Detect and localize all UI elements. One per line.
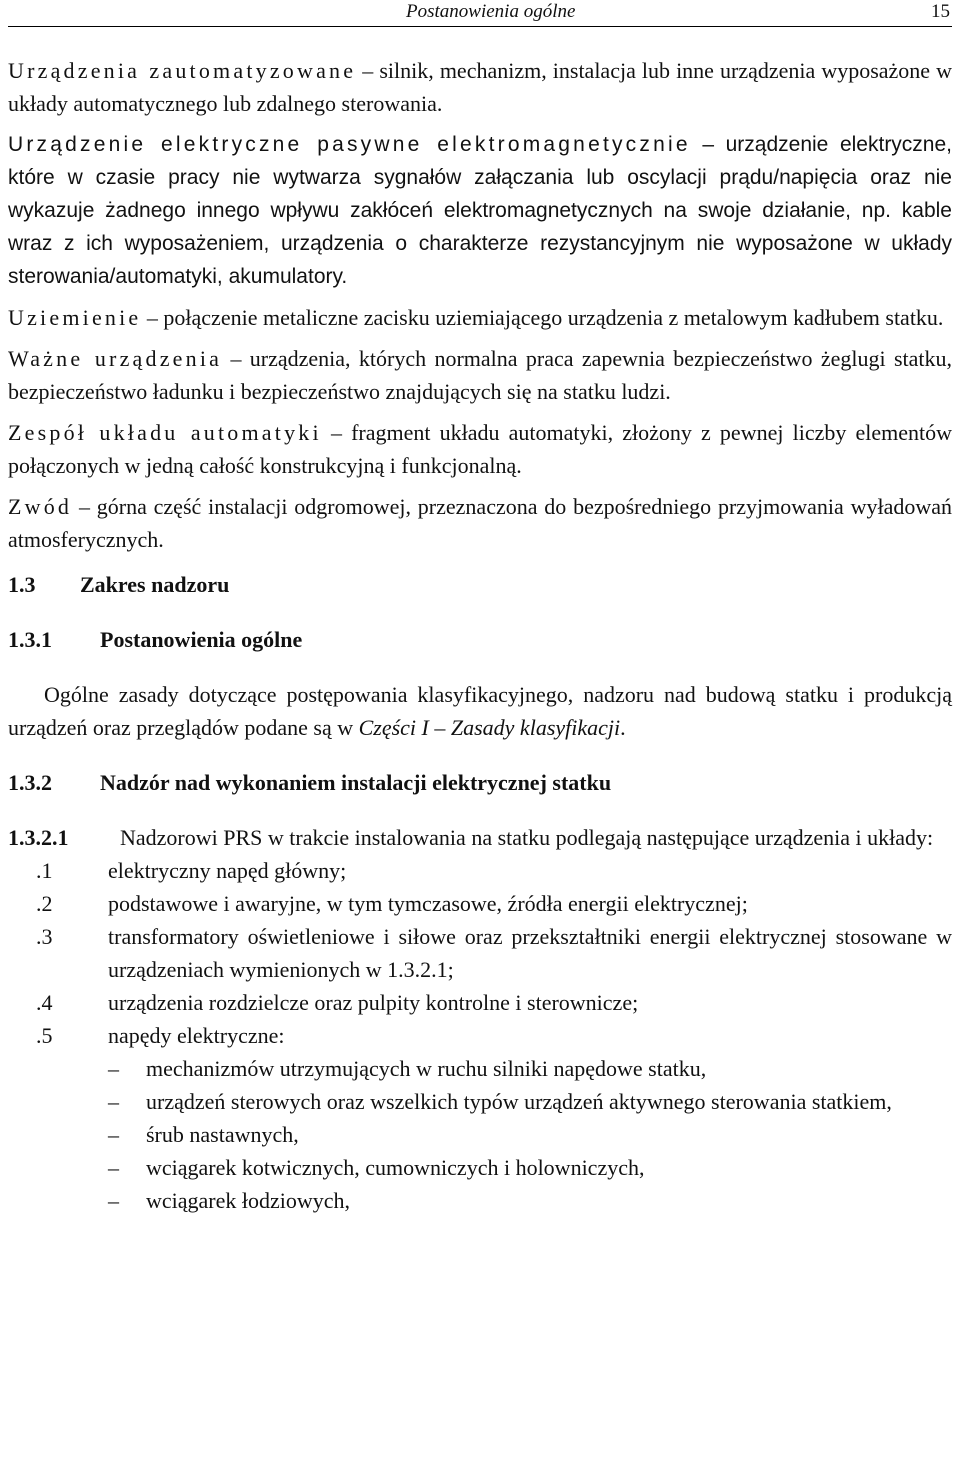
reference-part-1: Części I – Zasady klasyfikacji [358,715,621,740]
page-number: 15 [931,1,950,22]
section-title: Nadzór nad wykonaniem instalacji elektrycznej statku [100,770,612,795]
definition-dash: – [330,420,342,445]
paragraph-text: Ogólne zasady dotyczące postępowania klasyfikacyjnego, nadzoru nad budową statku i produkcją urządzeń oraz przeglądów podane są w [8,682,952,740]
sub-list-item [8,1151,952,1184]
definition-passive-emc-device [8,128,952,293]
header-rule [8,26,952,27]
paragraph-1-3-1 [8,678,952,744]
sub-item-text: wciągarek kotwicznych, cumowniczych i holowniczych, [146,1155,645,1180]
definition-dash: – [230,346,242,371]
sub-item-text: śrub nastawnych, [146,1122,299,1147]
sub-list-item [8,1184,952,1217]
item-text: podstawowe i awaryjne, w tym tymczasowe, źródła energii elektrycznej; [108,891,748,916]
definition-term: Zwód [8,494,73,519]
header-title: Postanowienia ogólne [406,1,576,22]
electric-drives-sublist [8,1052,952,1217]
section-heading-1-3 [8,568,952,601]
sub-list-item [8,1118,952,1151]
definition-text: górna część instalacji odgromowej, przeznaczona do bezpośredniego przyjmowania wyładowań atmosferycznych. [8,494,953,552]
definition-dash: – [362,58,374,83]
sub-item-dash: – [108,1089,119,1114]
definition-essential-devices [8,342,952,408]
list-item [8,854,952,887]
definition-term: Ważne urządzenia [8,346,223,371]
running-header [8,0,952,26]
sub-item-dash: – [108,1188,119,1213]
paragraph-text: Nadzorowi PRS w trakcie instalowania na statku podlegają następujące urządzenia i układy: [120,825,934,850]
sub-item-text: urządzeń sterowych oraz wszelkich typów urządzeń aktywnego sterowania statkiem, [146,1089,892,1114]
definition-automated-devices [8,54,952,120]
definition-text: silnik, mechanizm, instalacja lub inne urządzenia wyposażone w układy automatycznego lub zdalnego sterowania. [8,58,953,116]
item-number: .1 [36,858,53,883]
definition-text: urządzenia, których normalna praca zapewnia bezpieczeństwo żeglugi statku, bezpieczeństwo ładunku i bezpieczeństwo znajdujących się na statku ludzi. [8,346,952,404]
item-number: .5 [36,1023,53,1048]
definition-dash: – [78,494,90,519]
section-number: 1.3 [8,572,36,597]
supervised-items-list [8,854,952,1217]
section-heading-1-3-1 [8,623,952,656]
section-title: Postanowienia ogólne [100,627,303,652]
sub-list-item [8,1085,952,1118]
definition-earthing [8,301,952,334]
definition-text: urządzenie elektryczne, które w czasie pracy nie wytwarza sygnałów załączania lub oscylacji prądu/napięcia oraz nie wykazuje żadnego innego wpływu zakłóceń elektromagnetycznych na swoje działanie, np. kable wraz z ich wyposażeniem, urządzenia o charakterze rezystancyjnym nie wyposażone w układy sterowania/automatyki, akumulatory. [8,133,953,288]
paragraph-text-end: . [620,715,626,740]
definition-term: Urządzenia zautomatyzowane [8,58,357,83]
definition-text: połączenie metaliczne zacisku uziemiającego urządzenia z metalowym kadłubem statku. [163,305,944,330]
item-text: urządzenia rozdzielcze oraz pulpity kontrolne i sterownicze; [108,990,639,1015]
definition-term: Zespół układu automatyki [8,420,322,445]
section-heading-1-3-2 [8,766,952,799]
section-number: 1.3.1 [8,627,52,652]
definition-automation-assembly [8,416,952,482]
item-text: elektryczny napęd główny; [108,858,347,883]
item-text: napędy elektryczne: [108,1023,285,1048]
sub-item-dash: – [108,1056,119,1081]
list-item [8,920,952,986]
paragraph-number: 1.3.2.1 [8,825,69,850]
definition-air-terminal [8,490,952,556]
sub-item-text: mechanizmów utrzymujących w ruchu silniki napędowe statku, [146,1056,707,1081]
list-item [8,1019,952,1217]
page-content [8,54,952,1217]
list-item [8,986,952,1019]
sub-item-dash: – [108,1122,119,1147]
sub-item-dash: – [108,1155,119,1180]
definition-text: fragment układu automatyki, złożony z pewnej liczby elementów połączonych w jedną całość konstrukcyjną i funkcjonalną. [8,420,952,478]
item-text: transformatory oświetleniowe i siłowe oraz przekształtniki energii elektrycznej stosowane w urządzeniach wymienionych w 1.3.2.1; [108,924,952,982]
item-number: .4 [36,990,53,1015]
section-title: Zakres nadzoru [80,572,230,597]
section-number: 1.3.2 [8,770,52,795]
sub-item-text: wciągarek łodziowych, [146,1188,351,1213]
definition-term: Uziemienie [8,305,142,330]
definition-term: Urządzenie elektryczne pasywne elektromagnetycznie [8,133,691,156]
paragraph-1-3-2-1 [8,821,952,854]
definition-dash: – [702,133,715,156]
list-item [8,887,952,920]
definition-dash: – [146,305,158,330]
item-number: .3 [36,924,53,949]
sub-list-item [8,1052,952,1085]
item-number: .2 [36,891,53,916]
